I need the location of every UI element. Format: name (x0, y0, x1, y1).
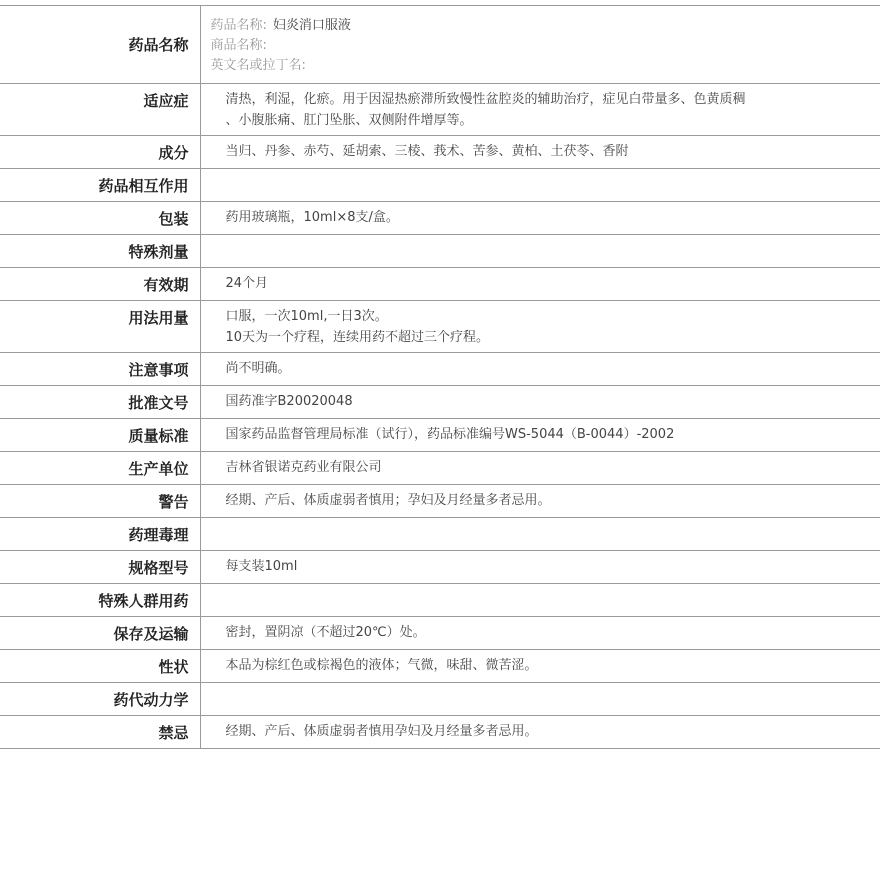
row-label: 药理毒理 (128, 526, 189, 544)
table-row-name (0, 6, 880, 84)
row-value-cell (200, 683, 880, 716)
row-label: 药品名称 (128, 36, 189, 54)
table-row (0, 716, 880, 749)
table-row (0, 650, 880, 683)
row-label-cell (0, 202, 200, 235)
row-label-cell (0, 485, 200, 518)
row-value-line: 清热，利湿，化瘀。用于因湿热瘀滞所致慢性盆腔炎的辅助治疗，症见白带量多、色黄质稠 (225, 92, 746, 107)
table-row (0, 136, 880, 169)
row-value (201, 650, 880, 676)
row-value (201, 268, 880, 294)
row-value (201, 386, 880, 412)
table-row (0, 301, 880, 353)
table-row (0, 452, 880, 485)
row-value-cell (200, 235, 880, 268)
table-row (0, 353, 880, 386)
row-value (201, 419, 880, 445)
row-value-line: 口服，一次10ml,一日3次。 (225, 309, 388, 324)
row-label: 包装 (158, 210, 189, 228)
row-label: 禁忌 (158, 724, 189, 742)
table-row (0, 584, 880, 617)
row-label: 警告 (158, 493, 189, 511)
table-row (0, 268, 880, 301)
row-value (201, 136, 880, 162)
row-label: 成分 (158, 144, 189, 162)
row-value-line: 经期、产后、体质虚弱者慎用；孕妇及月经量多者忌用。 (225, 493, 551, 508)
row-label-cell (0, 169, 200, 202)
row-value-line: 经期、产后、体质虚弱者慎用孕妇及月经量多者忌用。 (225, 724, 538, 739)
row-label-cell (0, 301, 200, 353)
drug-info-table-body (0, 6, 880, 749)
drug-info-table (0, 5, 880, 749)
row-value-line: 10天为一个疗程，连续用药不超过三个疗程。 (225, 330, 490, 345)
row-label-cell (0, 518, 200, 551)
row-label: 药代动力学 (113, 691, 189, 709)
row-label: 注意事项 (128, 361, 189, 379)
generic-name-line (211, 16, 880, 36)
row-label-cell (0, 683, 200, 716)
row-value-line: 尚不明确。 (225, 361, 291, 376)
row-value-cell (200, 202, 880, 235)
row-value (201, 353, 880, 379)
row-label: 适应症 (143, 92, 189, 110)
row-label: 规格型号 (128, 559, 189, 577)
row-value (201, 169, 880, 174)
row-value-cell (200, 452, 880, 485)
table-row (0, 202, 880, 235)
row-value (201, 84, 880, 131)
name-block (201, 6, 880, 76)
row-value-cell (200, 136, 880, 169)
row-value-cell (200, 419, 880, 452)
table-row (0, 386, 880, 419)
row-value-cell (200, 716, 880, 749)
row-label: 质量标准 (128, 427, 189, 445)
table-row (0, 485, 880, 518)
name-value-cell (200, 6, 880, 84)
row-value (201, 617, 880, 643)
row-value-cell (200, 353, 880, 386)
row-value (201, 551, 880, 577)
row-label: 性状 (158, 658, 189, 676)
row-value (201, 518, 880, 523)
row-label-cell (0, 84, 200, 136)
english-name-line (211, 56, 880, 76)
row-value-cell (200, 386, 880, 419)
row-label-cell (0, 235, 200, 268)
row-label: 批准文号 (128, 394, 189, 412)
table-row (0, 551, 880, 584)
row-label: 特殊人群用药 (98, 592, 189, 610)
row-label: 用法用量 (128, 309, 189, 327)
row-value-line: 、小腹胀痛、肛门坠胀、双侧附件增厚等。 (225, 113, 473, 128)
table-row (0, 235, 880, 268)
row-label-cell (0, 551, 200, 584)
row-label: 生产单位 (128, 460, 189, 478)
table-row (0, 169, 880, 202)
trade-name-line (211, 36, 880, 56)
row-label: 特殊剂量 (128, 243, 189, 261)
row-value-cell (200, 518, 880, 551)
row-value-cell (200, 84, 880, 136)
table-row (0, 617, 880, 650)
row-label-cell (0, 650, 200, 683)
row-label-cell (0, 6, 200, 84)
row-value-cell (200, 650, 880, 683)
row-value-cell (200, 584, 880, 617)
row-value-line: 药用玻璃瓶，10ml×8支/盒。 (225, 210, 399, 225)
row-value-cell (200, 617, 880, 650)
row-label-cell (0, 419, 200, 452)
row-value (201, 452, 880, 478)
row-value (201, 235, 880, 240)
table-row (0, 518, 880, 551)
row-value-line: 本品为棕红色或棕褐色的液体；气微，味甜、微苦涩。 (225, 658, 538, 673)
row-label-cell (0, 584, 200, 617)
generic-name-label: 药品名称: (210, 18, 267, 33)
row-value-cell (200, 301, 880, 353)
row-label-cell (0, 716, 200, 749)
table-row (0, 419, 880, 452)
row-value-cell (200, 551, 880, 584)
row-label-cell (0, 617, 200, 650)
trade-name-label: 商品名称: (210, 38, 267, 53)
row-value (201, 301, 880, 348)
row-label: 有效期 (143, 276, 189, 294)
row-label-cell (0, 268, 200, 301)
row-value-line: 当归、丹参、赤芍、延胡索、三棱、莪术、苦参、黄柏、土茯苓、香附 (225, 144, 629, 159)
row-value-line: 国药准字B20020048 (225, 394, 353, 409)
row-value (201, 485, 880, 511)
row-value (201, 683, 880, 688)
row-label-cell (0, 452, 200, 485)
row-value-cell (200, 169, 880, 202)
row-label-cell (0, 353, 200, 386)
row-value-line: 密封，置阴凉（不超过20℃）处。 (225, 625, 426, 640)
row-label: 药品相互作用 (98, 177, 189, 195)
row-label-cell (0, 386, 200, 419)
row-value (201, 202, 880, 228)
english-name-label: 英文名或拉丁名: (210, 58, 306, 73)
row-value-cell (200, 268, 880, 301)
table-row (0, 84, 880, 136)
table-row (0, 683, 880, 716)
row-value (201, 716, 880, 742)
generic-name-value: 妇炎消口服液 (272, 18, 351, 33)
row-value-line: 国家药品监督管理局标准（试行），药品标准编号WS-5044（B-0044）-2002 (225, 427, 675, 442)
row-value-cell (200, 485, 880, 518)
row-value-line: 24个月 (225, 276, 269, 291)
row-value-line: 每支装10ml (225, 559, 298, 574)
row-value-line: 吉林省银诺克药业有限公司 (225, 460, 382, 475)
row-value (201, 584, 880, 589)
row-label-cell (0, 136, 200, 169)
row-label: 保存及运输 (113, 625, 189, 643)
